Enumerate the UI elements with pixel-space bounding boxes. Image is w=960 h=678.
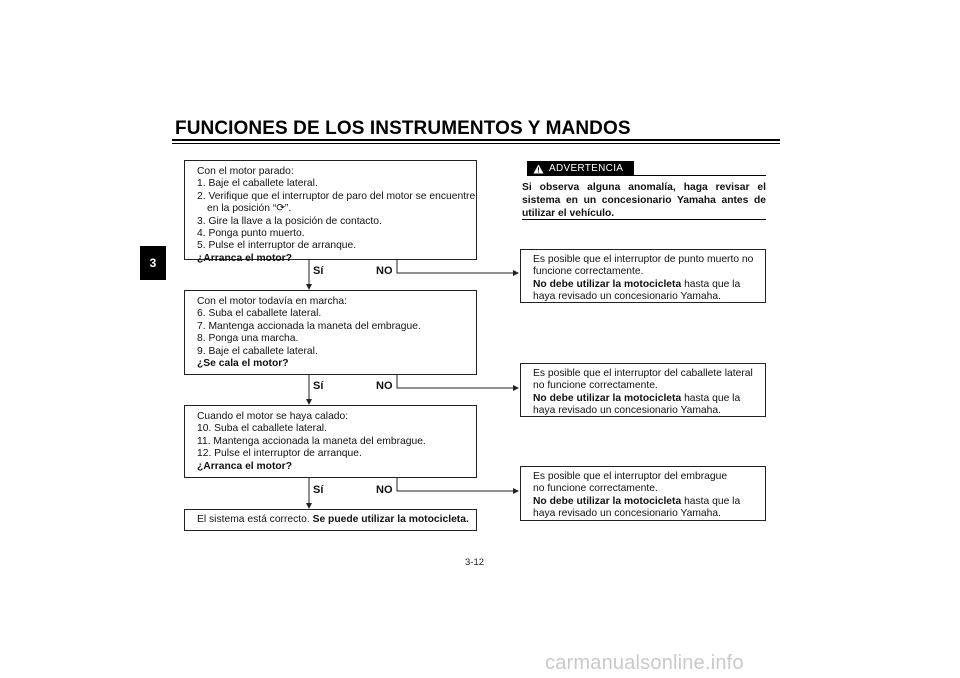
warning-triangle-icon	[533, 164, 544, 174]
step2-line: 7. Mantenga accionada la maneta del embrague.	[197, 320, 421, 332]
fault-line: Es posible que el interruptor del embrague	[533, 471, 728, 482]
step3-line: 11. Mantenga accionada la maneta del embrague.	[197, 435, 426, 447]
result-ok-box	[184, 509, 477, 531]
fault-line: haya revisado un concesionario Yamaha.	[533, 291, 721, 303]
yes-label: Sí	[313, 380, 324, 392]
fault-box-sidestand	[520, 363, 766, 417]
warning-badge-label: ADVERTENCIA	[549, 163, 624, 174]
no-arrow-2	[397, 375, 518, 388]
step2-line: 6. Suba el caballete lateral.	[197, 308, 322, 320]
step1-question: ¿Arranca el motor?	[197, 252, 292, 264]
step2-box	[184, 290, 477, 375]
fault-line: No debe utilizar la motocicleta hasta que la	[533, 278, 741, 290]
step3-line: 12. Pulse el interruptor de arranque.	[197, 448, 362, 460]
step2-line: 8. Ponga una marcha.	[197, 333, 299, 345]
step1-box	[184, 160, 477, 264]
warning-badge	[527, 161, 634, 176]
fault-line: funcione correctamente.	[533, 266, 644, 278]
result-ok-text: El sistema está correcto. Se puede utilizar la motocicleta.	[197, 514, 469, 525]
fault-line: No debe utilizar la motocicleta hasta que la	[533, 495, 741, 507]
step3-line: Cuando el motor se haya calado:	[197, 411, 349, 422]
no-label: NO	[376, 265, 393, 277]
fault-line: haya revisado un concesionario Yamaha.	[533, 508, 721, 520]
step1-line: Con el motor parado:	[197, 166, 294, 177]
watermark: carmanualsonline.info	[545, 652, 744, 674]
fault-line: Es posible que el interruptor del caballete lateral	[533, 368, 753, 379]
fault-line: no funcione correctamente.	[533, 380, 658, 392]
step3-box	[184, 405, 477, 478]
warning-text: Si observa alguna anomalía, haga revisar el sistema en un concesionario Yamaha antes de utilizar el vehículo.	[522, 182, 766, 220]
fault-line: no funcione correctamente.	[533, 483, 658, 495]
section-tab: 3	[140, 246, 166, 280]
fault-box-clutch	[520, 466, 766, 521]
step1-line: 5. Pulse el interruptor de arranque.	[197, 240, 357, 252]
step2-line: 9. Baje el caballete lateral.	[197, 345, 318, 357]
page-number: 3-12	[465, 557, 485, 568]
warning-bottom-rule	[522, 219, 766, 220]
fault-line: No debe utilizar la motocicleta hasta que la	[533, 392, 741, 404]
step1-line: 1. Baje el caballete lateral.	[197, 178, 318, 190]
no-label: NO	[376, 380, 393, 392]
yes-label: Sí	[313, 484, 324, 496]
no-arrow-3	[397, 478, 518, 491]
fault-line: Es posible que el interruptor de punto muerto no	[533, 254, 754, 265]
no-label: NO	[376, 484, 393, 496]
fault-line: haya revisado un concesionario Yamaha.	[533, 405, 721, 417]
step2-question: ¿Se cala el motor?	[197, 358, 289, 370]
step1-line: en la posición “⟳”.	[207, 203, 292, 215]
warning-rule	[634, 175, 766, 176]
step1-line: 2. Verifique que el interruptor de paro del motor se encuentre	[197, 190, 476, 202]
yes-label: Sí	[313, 265, 324, 277]
step1-line: 4. Ponga punto muerto.	[197, 228, 305, 240]
step1-line: 3. Gire la llave a la posición de contacto.	[197, 215, 382, 227]
step3-line: 10. Suba el caballete lateral.	[197, 423, 327, 435]
fault-box-neutral	[520, 249, 766, 303]
step2-line: Con el motor todavía en marcha:	[197, 296, 347, 307]
page-title: FUNCIONES DE LOS INSTRUMENTOS Y MANDOS	[175, 118, 631, 139]
step3-question: ¿Arranca el motor?	[197, 460, 292, 472]
